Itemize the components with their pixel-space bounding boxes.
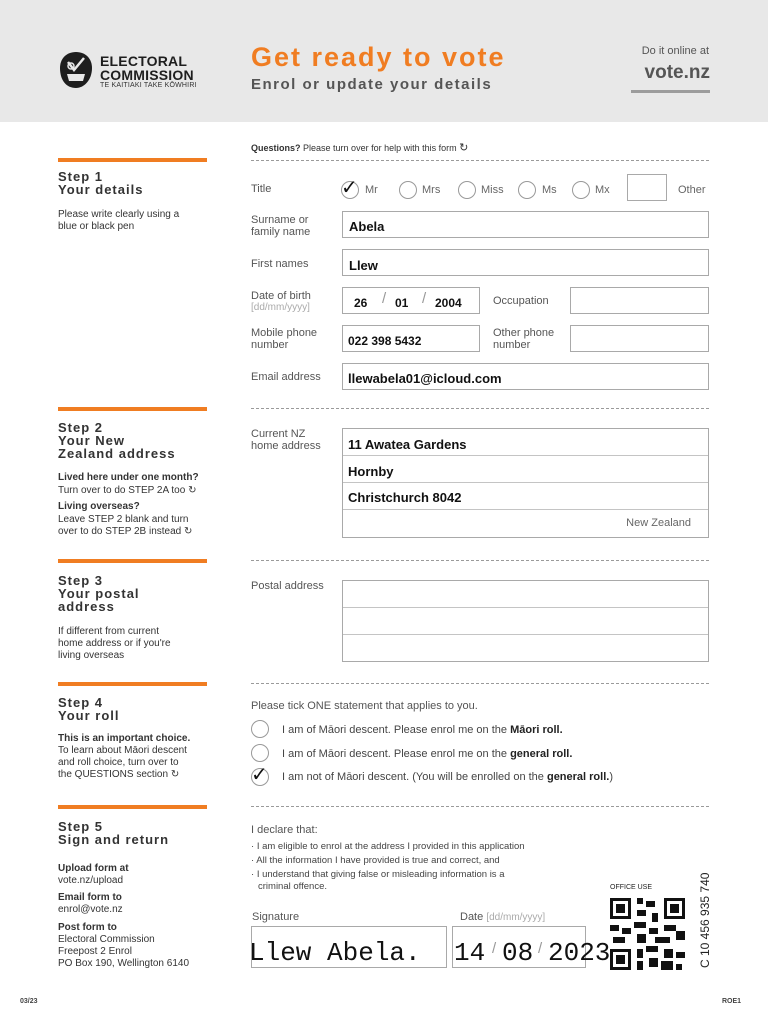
dob-month-value: 01 bbox=[395, 296, 409, 310]
signature-date-day: 14 bbox=[454, 938, 486, 968]
declaration-intro: I declare that: bbox=[251, 824, 318, 836]
mobile-value: 022 398 5432 bbox=[348, 334, 422, 348]
address-line1-value: 11 Awatea Gardens bbox=[348, 437, 467, 452]
address-line3-value: Christchurch 8042 bbox=[348, 490, 462, 505]
signature-label: Signature bbox=[252, 911, 300, 923]
surname-label-line2: family name bbox=[251, 226, 311, 238]
step-2-title-line2: Zealand address bbox=[58, 446, 176, 461]
step-1-note-line2: blue or black pen bbox=[58, 221, 135, 232]
title-option-mr: Mr bbox=[365, 184, 378, 196]
title-option-mrs: Mrs bbox=[422, 184, 441, 196]
roll-option-general: I am of Māori descent. Please enrol me on the general roll. bbox=[282, 748, 573, 760]
step-2-label: Step 2 bbox=[58, 420, 104, 435]
dob-year-value: 2004 bbox=[435, 296, 462, 310]
title-radio-ms[interactable] bbox=[518, 181, 536, 199]
upload-title: Upload form at bbox=[58, 863, 129, 874]
title-radio-miss[interactable] bbox=[458, 181, 476, 199]
signature-value: Llew Abela. bbox=[249, 938, 421, 968]
mobile-label-line2: number bbox=[251, 339, 289, 351]
signature-date-month: 08 bbox=[502, 938, 534, 968]
page-title: Get ready to vote bbox=[251, 42, 506, 72]
step-3-note-line2: home address or if you're bbox=[58, 638, 171, 649]
first-names-field[interactable] bbox=[342, 249, 709, 276]
step-2-bar bbox=[58, 407, 207, 411]
dob-label: Date of birth bbox=[251, 290, 311, 302]
step-2-note1-text: Turn over to do STEP 2A too ↻ bbox=[58, 485, 197, 496]
tick-icon: ✓ bbox=[341, 177, 358, 199]
home-address-field[interactable] bbox=[342, 428, 709, 538]
tick-icon: ✓ bbox=[251, 764, 268, 786]
declaration-item: · All the information I have provided is true and correct, and bbox=[251, 855, 500, 866]
date-separator: / bbox=[422, 290, 427, 307]
electoral-commission-logo-icon bbox=[58, 50, 94, 90]
step-2-title-line1: Your New bbox=[58, 433, 125, 448]
other-phone-label-line1: Other phone bbox=[493, 327, 555, 339]
mobile-field[interactable] bbox=[342, 325, 480, 352]
post-form-title: Post form to bbox=[58, 922, 117, 933]
step-3-label: Step 3 bbox=[58, 573, 104, 588]
email-form-title: Email form to bbox=[58, 892, 122, 903]
turn-over-icon: ↻ bbox=[184, 526, 193, 537]
dob-field[interactable] bbox=[342, 287, 480, 314]
occupation-label: Occupation bbox=[493, 295, 549, 307]
step-2-note2-title: Living overseas? bbox=[58, 501, 140, 512]
home-address-label-line1: Current NZ bbox=[251, 428, 306, 440]
step-4-note-line2: and roll choice, turn over to bbox=[58, 757, 179, 768]
dob-hint: [dd/mm/yyyy] bbox=[251, 302, 310, 313]
step-4-note-line1: To learn about Māori descent bbox=[58, 745, 187, 756]
home-address-label-line2: home address bbox=[251, 440, 321, 452]
roll-instruction: Please tick ONE statement that applies to you. bbox=[251, 700, 478, 712]
declaration-item: · I understand that giving false or misleading information is a bbox=[251, 869, 505, 880]
step-1-bar bbox=[58, 158, 207, 162]
step-5-label: Step 5 bbox=[58, 819, 104, 834]
step-4-note-line3: the QUESTIONS section ↻ bbox=[58, 769, 180, 780]
email-label: Email address bbox=[251, 371, 321, 383]
field-divider bbox=[343, 455, 708, 456]
field-divider bbox=[343, 607, 708, 608]
mobile-label-line1: Mobile phone bbox=[251, 327, 318, 339]
turn-over-icon: ↻ bbox=[170, 769, 180, 780]
online-link[interactable]: vote.nz bbox=[644, 62, 710, 83]
roll-radio-maori[interactable] bbox=[251, 720, 269, 738]
title-other-field[interactable] bbox=[627, 174, 667, 201]
step-4-bar bbox=[58, 682, 207, 686]
questions-text: Please turn over for help with this form bbox=[303, 143, 457, 153]
separator bbox=[251, 683, 709, 684]
title-label: Title bbox=[251, 183, 272, 195]
field-divider bbox=[343, 482, 708, 483]
roll-option-not-maori: I am not of Māori descent. (You will be enrolled on the general roll.) bbox=[282, 771, 613, 783]
post-address-line2: Freepost 2 Enrol bbox=[58, 946, 132, 957]
title-radio-mrs[interactable] bbox=[399, 181, 417, 199]
declaration-item: · I am eligible to enrol at the address I provided in this application bbox=[251, 841, 525, 852]
separator bbox=[251, 806, 709, 807]
separator bbox=[251, 408, 709, 409]
separator bbox=[251, 160, 709, 161]
field-divider bbox=[343, 634, 708, 635]
title-radio-mx[interactable] bbox=[572, 181, 590, 199]
step-4-title: Your roll bbox=[58, 708, 120, 723]
step-3-title-line1: Your postal bbox=[58, 586, 140, 601]
questions-label: Questions? bbox=[251, 143, 301, 153]
post-address-line3: PO Box 190, Wellington 6140 bbox=[58, 958, 190, 969]
dob-day-value: 26 bbox=[354, 296, 368, 310]
questions-note bbox=[251, 141, 468, 154]
step-4-label: Step 4 bbox=[58, 695, 104, 710]
date-separator: / bbox=[382, 290, 387, 307]
other-phone-label-line2: number bbox=[493, 339, 531, 351]
other-phone-field[interactable] bbox=[570, 325, 709, 352]
occupation-field[interactable] bbox=[570, 287, 709, 314]
step-1-label: Step 1 bbox=[58, 169, 104, 184]
logo-text-line3: TE KAITIAKI TAKE KŌWHIRI bbox=[100, 82, 197, 89]
field-divider bbox=[343, 509, 708, 510]
step-3-bar bbox=[58, 559, 207, 563]
step-2-note2-line2: over to do STEP 2B instead ↻ bbox=[58, 526, 193, 537]
logo-text-line2: COMMISSION bbox=[100, 67, 194, 83]
page-header bbox=[0, 0, 768, 122]
surname-field[interactable] bbox=[342, 211, 709, 238]
online-label: Do it online at bbox=[641, 45, 709, 57]
turn-over-icon: ↻ bbox=[188, 485, 197, 496]
roll-radio-general[interactable] bbox=[251, 744, 269, 762]
step-3-note-line1: If different from current bbox=[58, 626, 159, 637]
step-5-bar bbox=[58, 805, 207, 809]
postal-address-field[interactable] bbox=[342, 580, 709, 662]
email-form-link[interactable]: enrol@vote.nz bbox=[58, 904, 123, 915]
footer-version: 03/23 bbox=[20, 998, 38, 1005]
turn-over-icon: ↻ bbox=[459, 142, 469, 154]
surname-value: Abela bbox=[349, 219, 385, 234]
first-names-value: Llew bbox=[349, 258, 378, 273]
step-3-title-line2: address bbox=[58, 599, 115, 614]
date-separator: / bbox=[538, 940, 543, 957]
office-use-label: OFFICE USE bbox=[610, 884, 653, 891]
title-option-ms: Ms bbox=[542, 184, 557, 196]
date-separator: / bbox=[492, 940, 497, 957]
date-label: Date [dd/mm/yyyy] bbox=[460, 911, 546, 923]
step-2-note2-line1: Leave STEP 2 blank and turn bbox=[58, 514, 189, 525]
online-link-underline bbox=[631, 90, 710, 93]
upload-link[interactable]: vote.nz/upload bbox=[58, 875, 124, 886]
email-value: llewabela01@icloud.com bbox=[348, 371, 502, 386]
postal-address-label: Postal address bbox=[251, 580, 324, 592]
post-address-line1: Electoral Commission bbox=[58, 934, 155, 945]
step-1-title: Your details bbox=[58, 182, 144, 197]
title-other-label: Other bbox=[678, 184, 706, 196]
address-country: New Zealand bbox=[626, 517, 691, 529]
address-line2-value: Hornby bbox=[348, 464, 394, 479]
declaration-item-continued: criminal offence. bbox=[258, 881, 327, 892]
title-option-miss: Miss bbox=[481, 184, 504, 196]
roll-option-maori: I am of Māori descent. Please enrol me on the Māori roll. bbox=[282, 724, 563, 736]
logo-text-line1: ELECTORAL bbox=[100, 53, 188, 69]
footer-form-code: ROE1 bbox=[722, 998, 742, 1005]
separator bbox=[251, 560, 709, 561]
signature-date-year: 2023 bbox=[548, 938, 611, 968]
first-names-label: First names bbox=[251, 258, 309, 270]
step-3-note-line3: living overseas bbox=[58, 650, 125, 661]
page-subtitle: Enrol or update your details bbox=[251, 76, 493, 93]
qr-code-icon bbox=[610, 898, 685, 970]
step-1-note-line1: Please write clearly using a bbox=[58, 209, 180, 220]
step-5-title: Sign and return bbox=[58, 832, 170, 847]
step-4-note-title: This is an important choice. bbox=[58, 733, 191, 744]
step-2-note1-title: Lived here under one month? bbox=[58, 472, 199, 483]
surname-label-line1: Surname or bbox=[251, 214, 309, 226]
office-code: C 10 456 935 740 bbox=[698, 872, 712, 968]
title-option-mx: Mx bbox=[595, 184, 610, 196]
email-field[interactable] bbox=[342, 363, 709, 390]
